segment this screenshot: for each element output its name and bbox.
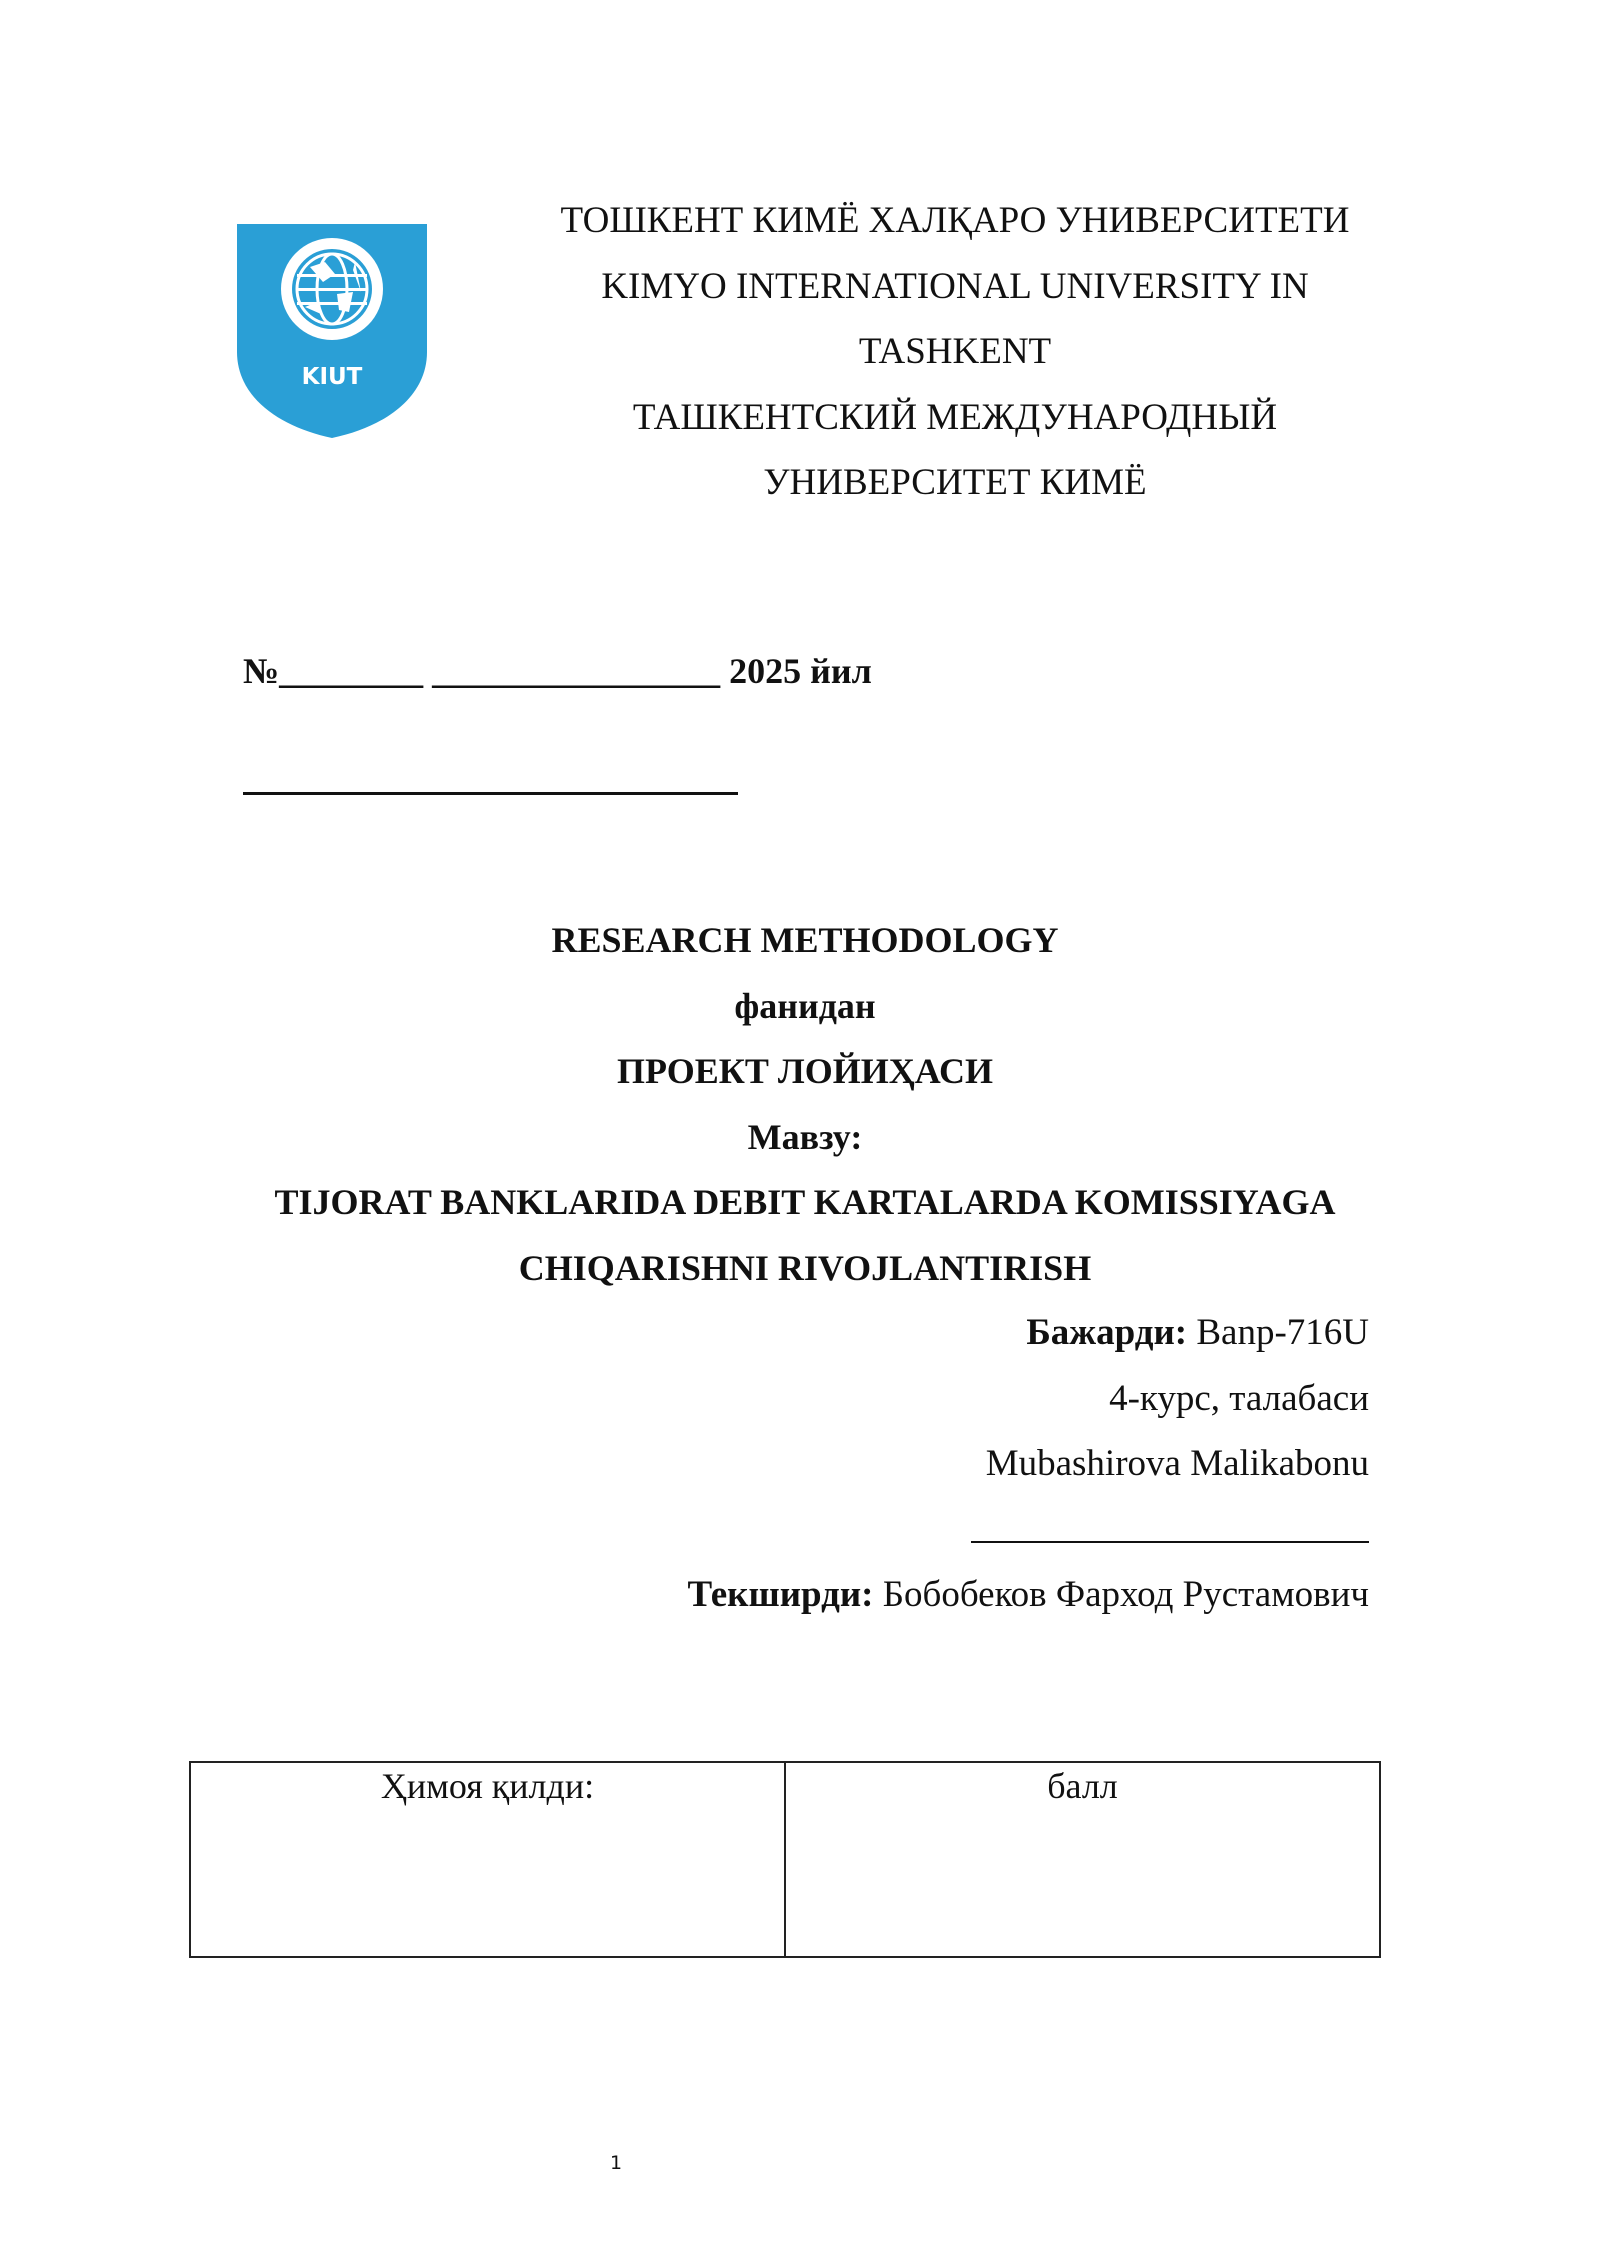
subject-suffix: фанидан: [734, 985, 876, 1026]
document-type: ПРОЕКТ ЛОЙИҲАСИ: [617, 1051, 993, 1091]
topic-label: Мавзу:: [747, 1116, 863, 1157]
student-name: Mubashirova Malikabonu: [985, 1443, 1369, 1484]
university-header: [520, 188, 1390, 516]
registration-number-line: №________ ________________ 2025 йил: [243, 651, 872, 691]
university-name-en-line1: KIMYO INTERNATIONAL UNIVERSITY IN: [601, 265, 1309, 307]
author-block: [469, 1300, 1369, 1628]
page-number: 1: [610, 2152, 623, 2174]
blank-signature-line: [243, 792, 738, 795]
university-name-ru-line1: ТАШКЕНТСКИЙ МЕЖДУНАРОДНЫЙ: [632, 396, 1278, 438]
reviewer-label: Текширди:: [687, 1574, 874, 1615]
topic-line-1: TIJORAT BANKLARIDA DEBIT KARTALARDA KOMISSIYAGA: [274, 1182, 1336, 1222]
student-course: 4-курс, талабаси: [1109, 1377, 1369, 1419]
university-name-en-line2: TASHKENT: [858, 331, 1052, 372]
student-signature-line-row: [469, 1497, 1369, 1563]
done-by-line: [469, 1300, 1369, 1366]
student-signature-line: [971, 1541, 1369, 1543]
topic-line-2: CHIQARISHNI RIVOJLANTIRISH: [518, 1247, 1092, 1288]
defense-cell: Ҳимоя қилди:: [190, 1762, 785, 1957]
kiut-logo: [235, 222, 429, 440]
defense-table: [189, 1761, 1381, 1958]
table-row: [190, 1762, 1380, 1957]
done-by-label: Бажарди:: [1026, 1312, 1188, 1353]
title-block: [200, 908, 1410, 1301]
student-group: Banp-716U: [1187, 1312, 1369, 1353]
logo-text: KIUT: [301, 364, 363, 390]
score-cell: балл: [785, 1762, 1380, 1957]
subject-title: RESEARCH METHODOLOGY: [551, 920, 1059, 960]
reviewer-name: Бобобеков Фарход Рустамович: [873, 1574, 1369, 1615]
reviewer-line: [469, 1562, 1369, 1628]
university-name-ru-line2: УНИВЕРСИТЕТ КИМЁ: [763, 462, 1147, 503]
university-name-uz: ТОШКЕНТ КИМЁ ХАЛҚАРО УНИВЕРСИТЕТИ: [560, 200, 1350, 241]
